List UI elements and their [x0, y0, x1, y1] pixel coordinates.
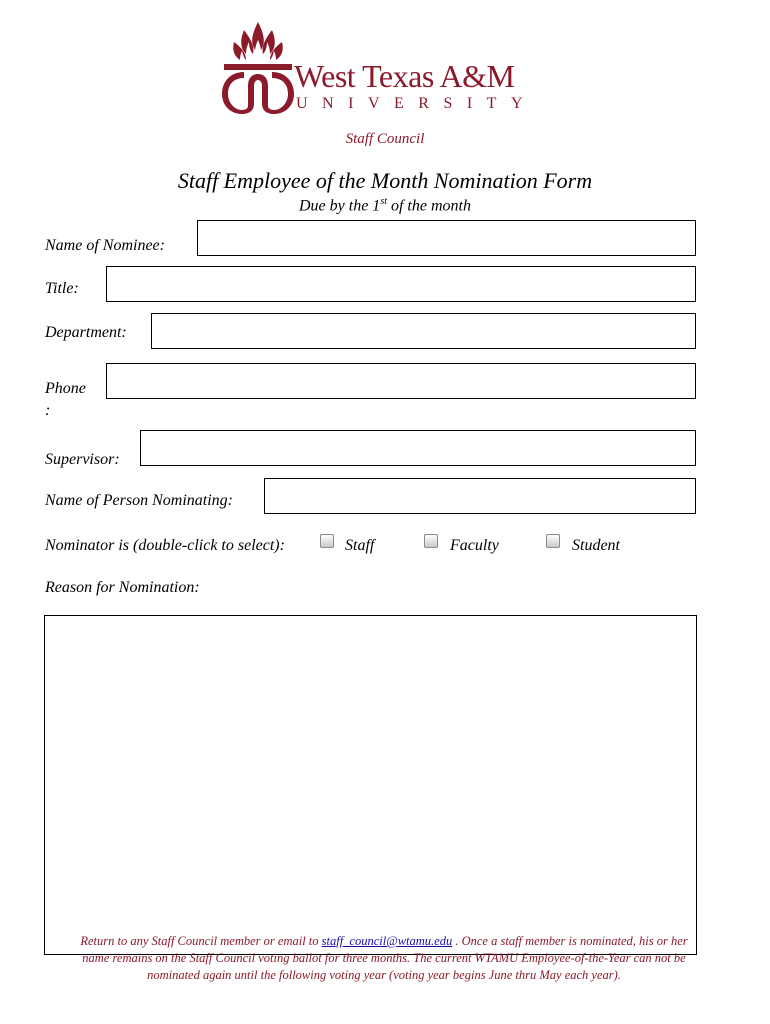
footer-line-3: nominated again until the following voting year (voting year begins June thru May each year).	[147, 968, 621, 982]
nominee-label: Name of Nominee:	[45, 237, 165, 254]
phone-label-colon: :	[45, 402, 51, 419]
phone-field[interactable]	[106, 363, 696, 399]
logo-university: UNIVERSITY	[296, 95, 537, 112]
nominator-type-label: Nominator is (double-click to select):	[45, 537, 285, 554]
nominator-name-label: Name of Person Nominating:	[45, 492, 233, 509]
nominee-name-field[interactable]	[197, 220, 696, 256]
department-label: Department:	[45, 324, 127, 341]
footer-note	[44, 933, 724, 984]
title-label: Title:	[45, 280, 79, 297]
staff-checkbox[interactable]	[320, 534, 334, 548]
form-title: Staff Employee of the Month Nomination Form	[177, 168, 593, 193]
faculty-option-label: Faculty	[450, 537, 499, 554]
department-field[interactable]	[151, 313, 696, 349]
title-field[interactable]	[106, 266, 696, 302]
supervisor-label: Supervisor:	[45, 451, 120, 468]
nominator-name-field[interactable]	[264, 478, 696, 514]
phone-label: Phone	[45, 380, 86, 397]
university-logo	[222, 20, 294, 114]
footer-line-2: name remains on the Staff Council voting ballot for three months. The current WTAMU Employee-of-the-Year can not be	[82, 951, 686, 965]
reason-label: Reason for Nomination:	[45, 579, 200, 596]
student-option-label: Student	[572, 537, 620, 554]
student-checkbox[interactable]	[546, 534, 560, 548]
staff-council-heading: Staff Council	[345, 131, 425, 147]
reason-textarea[interactable]	[44, 615, 697, 955]
footer-line-1: Return to any Staff Council member or email to staff_council@wtamu.edu . Once a staff member is nominated, his or her	[80, 934, 688, 948]
due-date-note: Due by the 1st of the month	[299, 196, 471, 215]
faculty-checkbox[interactable]	[424, 534, 438, 548]
supervisor-field[interactable]	[140, 430, 696, 466]
staff-option-label: Staff	[345, 537, 375, 554]
email-link[interactable]: staff_council@wtamu.edu	[321, 934, 453, 948]
logo-wordmark: West Texas A&M	[294, 58, 515, 94]
